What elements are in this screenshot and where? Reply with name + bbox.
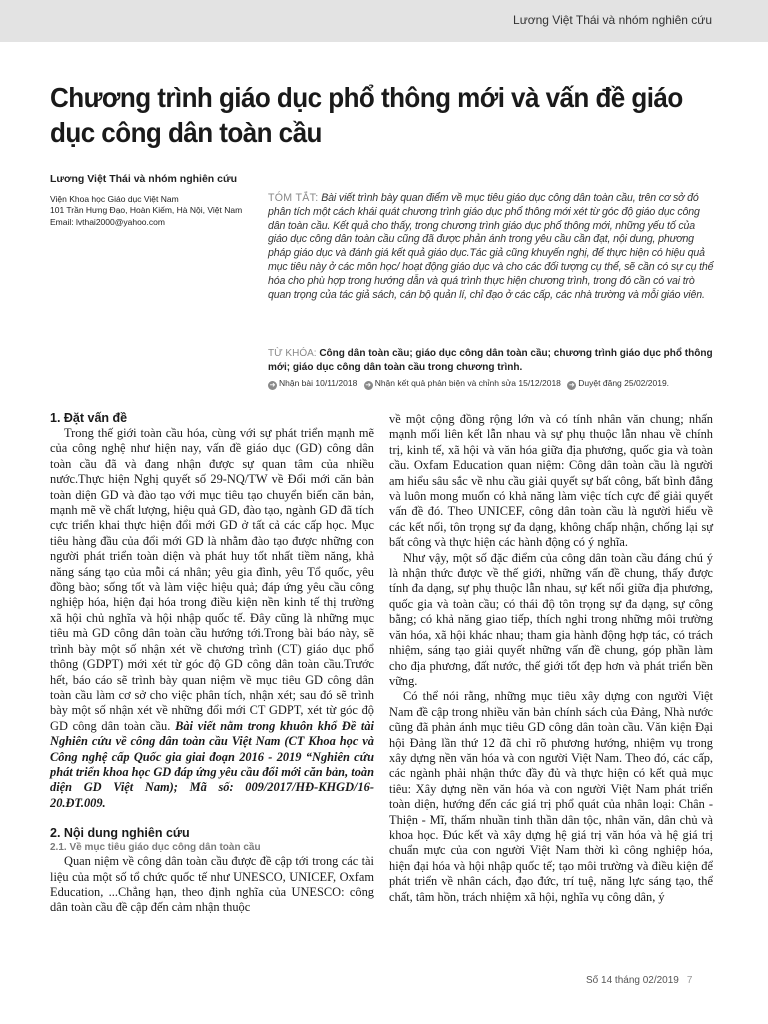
abstract-text: Bài viết trình bày quan điểm về mục tiêu giáo dục công dân toàn cầu, trên cơ sở đó phân tích một cách khái quát chương trình giáo dục phổ thông mới xét từ góc độ giáo dục công dân toàn cầu. Kết quả cho thấy, trong chương trình giáo dục phổ thông mới, những yếu tố của giáo dục công dân toàn cầu cũng đã được phản ánh trong yêu cầu cần đạt, nội dung, phương pháp giáo dục và đánh giá kết quả giáo dục.Tác giả cũng khuyến nghị, để thực hiện có hiệu quả mục tiêu này ở các môn học/ hoạt động giáo dục và cho các đối tượng cụ thể, sẽ cần có sự cụ thể hóa cho phù hợp trong hướng dẫn và quá trình thực hiện chương trình, trong đó cần có vai trò quan trọng của tác giả sách, cán bộ quản lí, chỉ đạo ở các cấp, các nhà trường và mỗi giáo viên. (268, 192, 714, 301)
section-heading: 1. Đặt vấn đề (50, 411, 128, 425)
date-revised: Nhận kết quả phản biện và chỉnh sửa 15/12/2018 (374, 378, 561, 388)
section-heading: 2. Nội dung nghiên cứu (50, 826, 190, 841)
keywords (268, 347, 716, 374)
body-paragraph: Có thể nói rằng, những mục tiêu xây dựng con người Việt Nam đề cập trong nhiều văn bản chính sách của Đảng, Nhà nước cũng đã phản ánh mục tiêu GD công dân toàn cầu. Văn kiện Đại hội Đảng lần thứ 12 đã chỉ rõ phương hướng, nhiệm vụ trong xây dựng nền văn hóa và con người Việt Nam. Theo đó, các cấp, các ngành phải nhận thức đầy đủ và thực hiện có kết quả mục tiêu: Xây dựng nền văn hóa và con người Việt Nam phát triển toàn diện, hướng đến các giá trị phổ quát của nhân loại: Chân - Thiện - Mĩ, thấm nhuần tinh thần dân tộc, nhân văn, dân chủ và khoa học. Đúc kết và xây dựng hệ giá trị văn hóa và hệ giá trị chuẩn mực của con người Việt Nam thời kì công nghiệp hóa, hiện đại hóa và hội nhập quốc tế; tạo môi trường và điều kiện để phát triển về nhân cách, đạo đức, trí tuệ, năng lực sáng tạo, thể chất, tâm hồn, trách nhiệm xã hội, nghĩa vụ công dân, ý (389, 689, 713, 904)
spacer (50, 811, 374, 825)
affiliation-address: 101 Trần Hưng Đạo, Hoàn Kiếm, Hà Nội, Việt Nam (50, 205, 243, 215)
date-accepted: Duyệt đăng 25/02/2019. (578, 378, 670, 388)
subsection-heading: 2.1. Về mục tiêu giáo dục công dân toàn cầu (50, 842, 261, 854)
author-name: Lương Việt Thái và nhóm nghiên cứu (50, 173, 237, 185)
paragraph-text: Trong thế giới toàn cầu hóa, cùng với sự phát triển mạnh mẽ của công nghệ như hiện nay, vấn đề giáo dục (GD) công dân toàn cầu đã và đang nhận được sự quan tâm của nhiều nước.Thực hiện Nghị quyết số 29-NQ/TW về Đổi mới căn bản toàn diện GD và đào tạo với mục tiêu tạo chuyển biến căn bản, mạnh mẽ về chất lượng, hiệu quả GD, đào tạo, ngành GD đã tích cực triển khai thực hiện đổi mới GD ở tất cả các cấp học. Mục tiêu hàng đầu của đổi mới GD là nhằm đào tạo được những con người phát triển toàn diện và phát huy tốt nhất tiềm năng, khả năng sáng tạo của mỗi cá nhân; yêu gia đình, yêu Tổ quốc, yêu đồng bào; sống tốt và làm việc hiệu quả; đáp ứng yêu cầu công nghiệp hóa, hiện đại hóa trong điều kiện nền kinh tế thị trường xã hội chủ nghĩa và hội nhập quốc tế. Đây cũng là những mục tiêu mà GD công dân toàn cầu hướng tới.Trong bài báo này, sẽ trình bày một số nhận xét về chương trình (CT) giáo dục phổ thông (GDPT) mới xét từ góc độ GD công dân toàn cầu.Trước hết, báo cáo sẽ trình bày quan niệm về mục tiêu GD công dân toàn cầu làm cơ sở cho việc phân tích, nhận xét; sau đó sẽ trình bày một số nhận xét về những đổi mới CT GDPT, xét từ góc độ GD công dân toàn cầu. (50, 426, 374, 733)
running-title: Lương Việt Thái và nhóm nghiên cứu (513, 13, 712, 27)
affiliation-email: Email: lvthai2000@yahoo.com (50, 216, 165, 227)
issue-label: Số 14 tháng 02/2019 (586, 975, 679, 986)
arrow-right-icon: ➜ (568, 382, 575, 389)
funding-note: Bài viết nằm trong khuôn khổ Đề tài Nghiên cứu về công dân toàn cầu Việt Nam (CT Khoa học và Công nghệ cấp Quốc gia giai đoạn 2016 - 2019 “Nghiên cứu phát triển khoa học GD đáp ứng yêu cầu đổi mới căn bản, toàn diện GD Việt Nam); Mã số: 009/2017/HĐ-KHGD/16-20.ĐT.009. (50, 718, 374, 810)
body-column-right (389, 412, 713, 905)
body-paragraph: Quan niệm về công dân toàn cầu được đề cập tới trong các tài liệu của một số tổ chức quốc tế như UNESCO, UNICEF, Oxfam Education, ...Chẳng hạn, theo định nghĩa của UNESCO: công dân toàn cầu đề cập đến cảm nhận thuộc (50, 854, 374, 915)
abstract (268, 192, 716, 302)
abstract-label: TÓM TẮT: (268, 192, 319, 204)
affiliation-institute: Viện Khoa học Giáo dục Việt Nam (50, 193, 179, 204)
body-column-left (50, 410, 374, 916)
arrow-right-icon: ➜ (269, 382, 276, 389)
keywords-text: Công dân toàn cầu; giáo dục công dân toàn cầu; chương trình giáo dục phổ thông mới; giáo dục công dân toàn cầu trong chương trình. (268, 348, 713, 373)
body-paragraph: về một cộng đồng rộng lớn và có tính nhân văn chung; nhấn mạnh mối liên kết lẫn nhau và sự phụ thuộc lẫn nhau về chính trị, kinh tế, xã hội và văn hóa giữa địa phương, quốc gia và toàn cầu. Oxfam Education quan niệm: Công dân toàn cầu là người am hiểu sâu sắc về nhu cầu giải quyết sự bất công, bất bình đẳng và luôn mong muốn có khả năng làm việc tích cực để giải quyết vấn đề đó. Theo UNICEF, công dân toàn cầu là người hiểu về các kết nối, tôn trọng sự đa dạng, không chấp nhận, chống lại sự bất công và thực hiện các hành động có ý nghĩa. (389, 412, 713, 550)
body-paragraph: Như vậy, một số đặc điểm của công dân toàn cầu đáng chú ý là nhận thức được về thế giới, những vấn đề chung, thấy được tính đa dạng, sự phụ thuộc lẫn nhau, sự kết nối giữa địa phương, quốc gia và toàn cầu; có thái độ tôn trọng sự đa dạng, sự công bằng; có khả năng giao tiếp, thích nghi trong những môi trường văn hóa, xã hội khác nhau; tham gia hành động hợp tác, có trách nhiệm, sáng tạo giải quyết những vấn đề chung, góp phần làm cho địa phương, đất nước, thế giới tốt đẹp hơn và phát triển bền vững. (389, 550, 713, 688)
article-dates (268, 378, 728, 390)
header-band (0, 0, 768, 42)
body-paragraph (50, 426, 374, 811)
article-title: Chương trình giáo dục phổ thông mới và vấn đề giáo dục công dân toàn cầu (50, 82, 683, 148)
keywords-label: TỪ KHÓA: (268, 348, 317, 359)
arrow-right-icon: ➜ (365, 382, 372, 389)
date-received: Nhận bài 10/11/2018 (279, 378, 358, 388)
author-block (50, 174, 265, 228)
page-footer (586, 975, 692, 986)
page-number: 7 (686, 975, 693, 986)
